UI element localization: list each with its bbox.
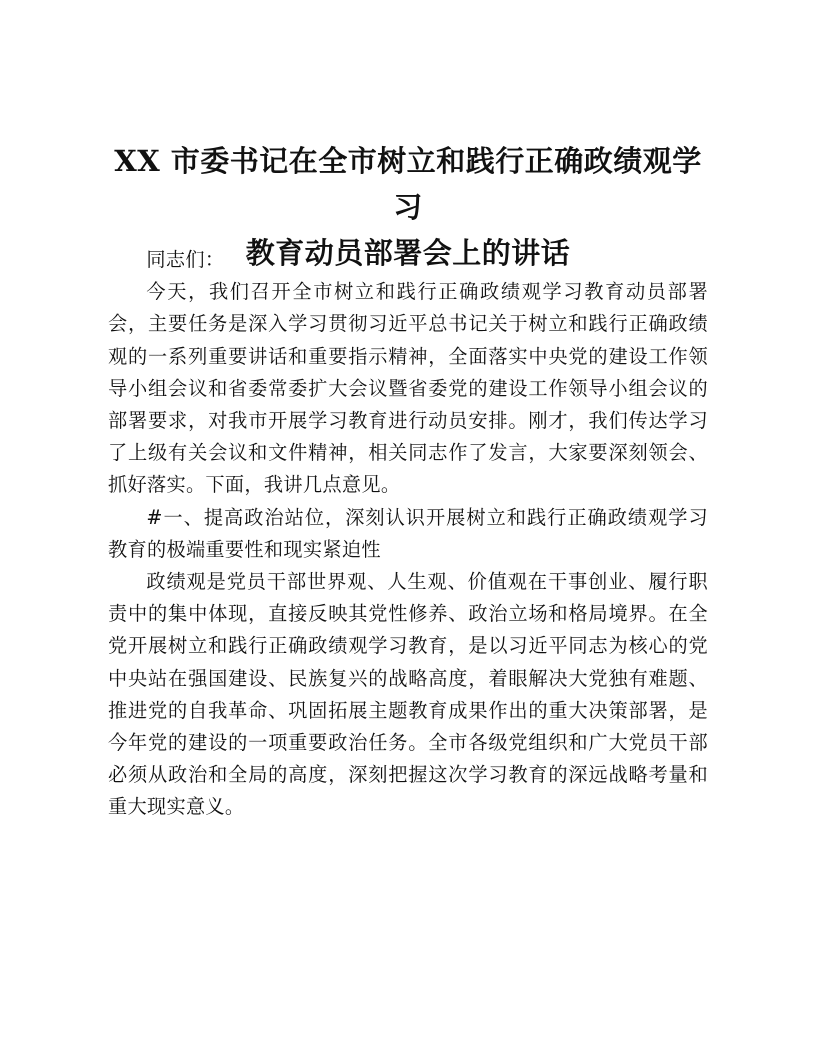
section-heading: #一、提高政治站位，深刻认识开展树立和践行正确政绩观学习教育的极端重要性和现实紧迫性 bbox=[108, 505, 708, 561]
salutation: 同志们： bbox=[146, 248, 225, 271]
document-body bbox=[108, 244, 708, 824]
paragraph-body: 政绩观是党员干部世界观、人生观、价值观在干事创业、履行职责中的集中体现，直接反映其党性修养、政治立场和格局境界。在全党开展树立和践行正确政绩观学习教育，是以习近平同志为核心的党中央站在强国建设、民族复兴的战略高度，着眼解决大党独有难题、推进党的自我革命、巩固拓展主题教育成果作出的重大决策部署，是今年党的建设的一项重要政治任务。全市各级党组织和广大党员干部必须从政治和全局的高度，深刻把握这次学习教育的深远战略考量和重大现实意义。 bbox=[108, 570, 708, 819]
title-line-1: XX 市委书记在全市树立和践行正确政绩观学习 bbox=[114, 144, 702, 224]
title-line-2: 教育动员部署会上的讲话 bbox=[245, 236, 571, 270]
paragraph-intro: 今天，我们召开全市树立和践行正确政绩观学习教育动员部署会，主要任务是深入学习贯彻习近平总书记关于树立和践行正确政绩观的一系列重要讲话和重要指示精神，全面落实中央党的建设工作领导小组会议和省委常委扩大会议暨省委党的建设工作领导小组会议的部署要求，对我市开展学习教育进行动员安排。刚才，我们传达学习了上级有关会议和文件精神，相关同志作了发言，大家要深刻领会、抓好落实。下面，我讲几点意见。 bbox=[108, 280, 708, 497]
